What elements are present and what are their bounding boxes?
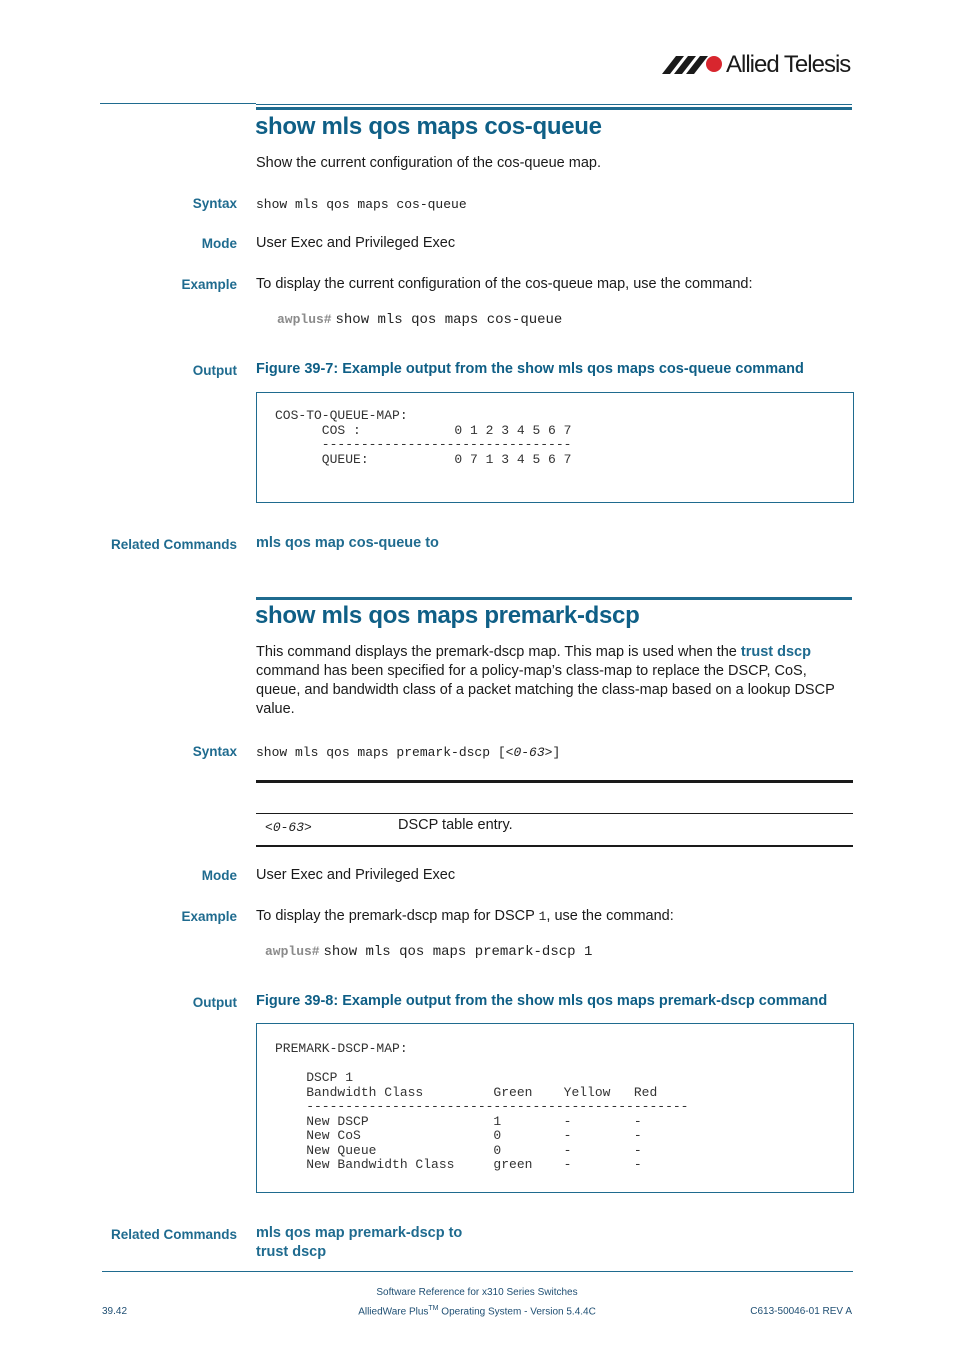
output-line: New Queue 0 - -: [275, 1142, 642, 1158]
section1-description: Show the current configuration of the cos-queue map.: [256, 155, 601, 171]
related-link-trust-dscp[interactable]: trust dscp: [256, 1244, 327, 1260]
section1-top-rule: [256, 104, 852, 105]
output-line: New DSCP 1 - -: [275, 1113, 642, 1129]
section2-syntax: [256, 745, 560, 760]
section2-mode: User Exec and Privileged Exec: [256, 867, 456, 883]
section1-mode: User Exec and Privileged Exec: [256, 235, 456, 251]
section2-related-label: Related Commands: [110, 1227, 237, 1242]
trust-dscp-link[interactable]: trust dscp: [740, 644, 811, 660]
section1-rule: [256, 107, 852, 110]
output-line: QUEUE: 0 7 1 3 4 5 6 7: [275, 451, 572, 467]
description-text: This command displays the premark-dscp map. This map is used when the: [256, 644, 741, 660]
section1-title: show mls qos maps cos-queue: [255, 113, 602, 140]
param-bracket: <: [265, 820, 273, 835]
output-line: COS-TO-QUEUE-MAP:: [275, 408, 408, 423]
output-line: Bandwidth Class Green Yellow Red: [275, 1084, 658, 1100]
section2-example-command: show mls qos maps premark-dscp 1: [323, 944, 593, 960]
param-table-row: [265, 818, 312, 836]
figure-39-8-caption: Figure 39-8: Example output from the show mls qos maps premark-dscp command: [256, 993, 828, 1009]
footer-rule: [102, 1271, 853, 1272]
section2-example-text: [256, 907, 674, 926]
section2-output-label: Output: [192, 995, 237, 1010]
section1-syntax: show mls qos maps cos-queue: [256, 197, 467, 212]
param-table-header-rule: [256, 813, 853, 814]
output-line: --------------------------------: [275, 437, 572, 452]
figure-39-7-output-box: [256, 392, 854, 503]
param-value: 0-63: [272, 820, 305, 835]
syntax-param: 0-63: [513, 745, 545, 760]
prompt: awplus#: [277, 312, 332, 327]
footer-text: Operating System - Version 5.4.4C: [438, 1306, 596, 1318]
param-table-top-rule: [256, 780, 853, 783]
section2-title: show mls qos maps premark-dscp: [255, 602, 640, 629]
param-table-bottom-rule: [256, 845, 853, 847]
section1-example-command: show mls qos maps cos-queue: [335, 312, 563, 328]
logo-text: Allied Telesis: [726, 51, 851, 78]
section2-syntax-label: Syntax: [192, 744, 237, 759]
syntax-text: >]: [544, 745, 561, 760]
figure-39-8-output-box: [256, 1023, 854, 1193]
prompt: awplus#: [265, 944, 320, 959]
description-text: queue, and bandwidth class of a packet matching the class-map based on a lookup DSCP: [256, 682, 835, 698]
footer-title: Software Reference for x310 Series Switches: [376, 1287, 578, 1298]
related-link-mls-qos-map-cos-queue-to[interactable]: mls qos map cos-queue to: [256, 535, 439, 551]
header-divider: [100, 103, 256, 104]
description-text: value.: [256, 701, 295, 717]
footer-text: AlliedWare Plus: [358, 1306, 429, 1318]
section1-related-label: Related Commands: [110, 537, 237, 552]
logo-mark-icon: [662, 50, 726, 80]
section2-rule: [256, 597, 852, 600]
param-description: DSCP table entry.: [398, 817, 513, 833]
section2-example-label: Example: [181, 909, 237, 924]
allied-telesis-logo: [662, 50, 854, 80]
description-text: command has been specified for a policy-map’s class-map to replace the DSCP, CoS,: [256, 663, 807, 679]
page-number: 39.42: [102, 1306, 128, 1317]
section2-example-command-line: [265, 942, 592, 960]
output-line: PREMARK-DSCP-MAP:: [275, 1041, 408, 1056]
document-id: C613-50046-01 REV A: [750, 1306, 852, 1317]
example-text: To display the premark-dscp map for DSCP: [256, 908, 539, 924]
section1-example-command-line: [277, 310, 562, 328]
syntax-text: show mls qos maps premark-dscp [<: [256, 745, 514, 760]
output-line: -------------------------------------------------: [275, 1099, 689, 1114]
example-value: 1: [538, 909, 547, 924]
param-bracket: >: [304, 820, 312, 835]
section1-example-text: To display the current configuration of the cos-queue map, use the command:: [256, 276, 753, 292]
related-link-mls-qos-map-premark-dscp-to[interactable]: mls qos map premark-dscp to: [256, 1225, 463, 1241]
example-text: , use the command:: [546, 908, 674, 924]
param-name: [265, 820, 312, 835]
section1-output-label: Output: [192, 363, 237, 378]
section1-example-label: Example: [181, 277, 237, 292]
section2-mode-label: Mode: [201, 868, 237, 883]
output-line: DSCP 1: [275, 1070, 354, 1085]
output-line: [275, 1057, 688, 1072]
output-line: New Bandwidth Class green - -: [275, 1157, 642, 1172]
trademark: TM: [428, 1305, 439, 1312]
section1-mode-label: Mode: [201, 236, 237, 251]
figure-39-7-caption: Figure 39-7: Example output from the show mls qos maps cos-queue command: [256, 361, 804, 377]
output-line: New CoS 0 - -: [275, 1128, 642, 1143]
section1-syntax-label: Syntax: [192, 196, 237, 211]
section2-description: [256, 643, 852, 719]
output-line: COS : 0 1 2 3 4 5 6 7: [275, 422, 572, 438]
